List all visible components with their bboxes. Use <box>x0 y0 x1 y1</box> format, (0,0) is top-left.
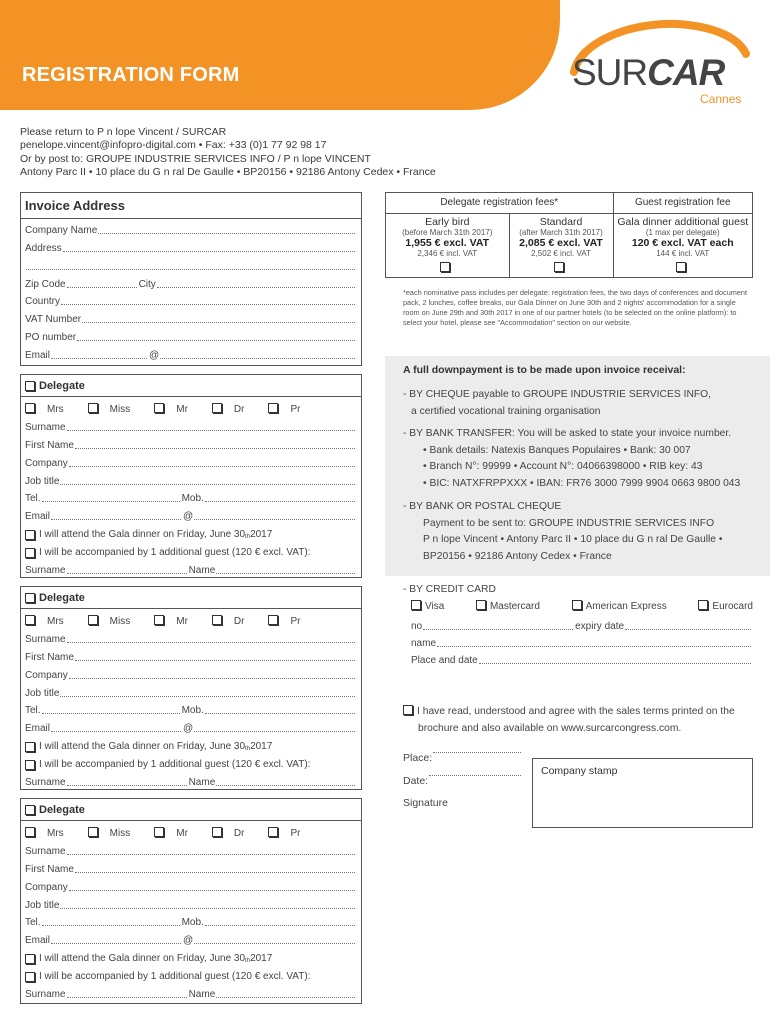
guest-option[interactable] <box>21 755 361 773</box>
guest-fee-heading: Guest registration fee <box>613 193 752 213</box>
field-label: Surname <box>25 777 66 789</box>
gala-dinner-option[interactable] <box>21 949 361 967</box>
at-sign: @ <box>183 723 194 735</box>
card-mastercard[interactable] <box>476 600 540 612</box>
cheque-option <box>403 387 711 420</box>
return-line: Or by post to: GROUPE INDUSTRIE SERVICES INFO / P n lope VINCENT <box>20 152 371 165</box>
surname-field[interactable] <box>21 630 361 648</box>
option-label: I will be accompanied by 1 additional guest (120 € excl. VAT): <box>39 971 311 983</box>
title-mrs[interactable] <box>25 615 76 627</box>
at-sign: @ <box>149 350 160 362</box>
signature-label: Signature <box>403 797 448 809</box>
fee-note: (after March 31th 2017) <box>519 227 603 237</box>
company-field[interactable] <box>21 454 361 472</box>
option-label: I will be accompanied by 1 additional guest (120 € excl. VAT): <box>39 547 311 559</box>
invoice-address-section <box>20 192 362 366</box>
title-label: Mr <box>176 404 188 415</box>
field-label: Company <box>25 457 68 469</box>
checkbox-icon[interactable] <box>25 381 35 391</box>
first-name-field[interactable] <box>21 648 361 666</box>
delegate-heading[interactable] <box>21 587 361 609</box>
fee-incl: 2,346 € incl. VAT <box>417 248 478 258</box>
option-label: 2017 <box>250 529 273 541</box>
checkbox-icon[interactable] <box>212 827 222 837</box>
fee-amount: 2,085 € excl. VAT <box>519 236 603 249</box>
tel-mob-field[interactable] <box>21 702 361 720</box>
delegate-email-field[interactable] <box>21 719 361 737</box>
field-label: Name <box>188 565 216 577</box>
guest-option[interactable] <box>21 543 361 561</box>
card-label: Mastercard <box>489 601 540 612</box>
field-label: Surname <box>25 845 66 857</box>
checkbox-icon[interactable] <box>25 548 35 558</box>
card-label: Visa <box>425 601 445 612</box>
field-label: First Name <box>25 651 74 663</box>
field-label: Mob. <box>181 705 204 717</box>
checkbox-icon[interactable] <box>154 403 164 413</box>
checkbox-icon[interactable] <box>25 742 35 752</box>
option-label: 2017 <box>250 953 273 965</box>
checkbox-icon[interactable] <box>572 600 582 610</box>
place-date-field[interactable] <box>407 651 757 669</box>
field-label: Mob. <box>181 493 204 505</box>
delegate-section-1 <box>20 374 362 578</box>
title-label: Mr <box>176 616 188 627</box>
title-dr[interactable] <box>212 615 257 627</box>
company-field[interactable] <box>21 878 361 896</box>
checkbox-icon[interactable] <box>88 403 98 413</box>
payment-line: - BY BANK TRANSFER: You will be asked to state your invoice number. <box>403 428 732 439</box>
terms-line: brochure and also available on www.surcarcongress.com. <box>418 722 682 734</box>
fees-footnote: *each nominative pass includes per delegate: registration fees, the two days of conferences and document pack, 2 lunches, coffee breaks, our Gala Dinner on June 30th and 2 nights' accommodation for a single room on June 29th and 30th 2017 in one of our partner hotels (to be selected on the online platform): to select your hotel, please see "Accommodation" section on our website. <box>403 288 747 327</box>
guest-name-field[interactable] <box>21 985 361 1003</box>
checkbox-icon[interactable] <box>698 600 708 610</box>
title-label: Mrs <box>47 616 64 627</box>
delegate-email-field[interactable] <box>21 931 361 949</box>
checkbox-icon[interactable] <box>88 827 98 837</box>
field-label: name <box>411 637 437 649</box>
field-label: Job title <box>25 899 60 911</box>
checkbox-icon[interactable] <box>25 530 35 540</box>
payment-line: - BY CHEQUE payable to GROUPE INDUSTRIE SERVICES INFO, <box>403 389 712 400</box>
title-pr[interactable] <box>268 403 312 415</box>
field-label: Email <box>25 511 51 523</box>
at-sign: @ <box>183 935 194 947</box>
field-label: Zip Code <box>25 278 66 290</box>
fee-amount: 1,955 € excl. VAT <box>405 236 490 249</box>
checkbox-icon[interactable] <box>25 760 35 770</box>
guest-option[interactable] <box>21 967 361 985</box>
logo-city: Cannes <box>700 92 742 106</box>
delegate-heading[interactable] <box>21 799 361 821</box>
fee-name: Early bird <box>425 215 470 228</box>
early-bird-cell <box>386 213 509 277</box>
card-eurocard[interactable] <box>698 600 753 612</box>
field-label: VAT Number <box>25 314 82 326</box>
checkbox-icon[interactable] <box>268 615 278 625</box>
checkbox-icon[interactable] <box>25 805 35 815</box>
checkbox-icon[interactable] <box>25 403 35 413</box>
first-name-field[interactable] <box>21 436 361 454</box>
invoice-email-field[interactable] <box>21 346 361 364</box>
title-pr[interactable] <box>268 827 312 839</box>
field-label: Date: <box>403 775 429 787</box>
field-label: Tel. <box>25 493 41 505</box>
logo-text: SURCAR <box>572 52 725 93</box>
title-label: Dr <box>233 828 245 839</box>
card-name-field[interactable] <box>407 634 757 652</box>
card-label: Eurocard <box>712 601 753 612</box>
payment-title: A full downpayment is to be made upon invoice receival: <box>403 364 686 376</box>
option-label: 2017 <box>250 741 273 753</box>
terms-line: I have read, understood and agree with the sales terms printed on the <box>417 706 735 717</box>
title-dr[interactable] <box>212 403 257 415</box>
field-label: Name <box>188 989 216 1001</box>
checkbox-icon[interactable] <box>88 615 98 625</box>
title-mr[interactable] <box>154 827 200 839</box>
checkbox-icon[interactable] <box>25 954 35 964</box>
title-label: Pr <box>290 616 301 627</box>
title-mr[interactable] <box>154 615 200 627</box>
address-field[interactable] <box>21 239 361 257</box>
company-stamp-box[interactable] <box>532 758 753 828</box>
fee-name: Standard <box>539 215 583 228</box>
payment-line: a certified vocational training organisation <box>411 405 601 417</box>
option-label: I will attend the Gala dinner on Friday, June 30 <box>39 953 246 965</box>
field-label: PO number <box>25 332 77 344</box>
card-number-field[interactable] <box>407 617 757 635</box>
field-label: First Name <box>25 863 74 875</box>
checkbox-icon[interactable] <box>154 615 164 625</box>
fee-incl: 144 € incl. VAT <box>656 248 710 258</box>
checkbox-icon[interactable] <box>268 403 278 413</box>
credit-card-heading: - BY CREDIT CARD <box>403 584 496 595</box>
title-mrs[interactable] <box>25 403 76 415</box>
title-label: Pr <box>290 828 301 839</box>
delegate-heading[interactable] <box>21 375 361 397</box>
address-field-2[interactable] <box>21 257 361 275</box>
title-label: Miss <box>109 616 131 627</box>
title-mr[interactable] <box>154 403 200 415</box>
at-sign: @ <box>183 511 194 523</box>
invoice-heading: Invoice Address <box>21 193 361 219</box>
field-label: Email <box>25 350 51 362</box>
superscript: th <box>245 534 251 541</box>
card-label: American Express <box>585 601 667 612</box>
checkbox-icon[interactable] <box>212 615 222 625</box>
title-label: Mr <box>176 828 188 839</box>
title-label: Miss <box>109 404 131 415</box>
guest-name-field[interactable] <box>21 561 361 579</box>
checkbox-icon[interactable] <box>212 403 222 413</box>
standard-cell <box>509 213 613 277</box>
country-field[interactable] <box>21 293 361 311</box>
field-label: Tel. <box>25 705 41 717</box>
checkbox-icon[interactable] <box>268 827 278 837</box>
return-instructions <box>20 126 436 180</box>
field-label: no <box>411 620 423 632</box>
company-field[interactable] <box>21 666 361 684</box>
payment-line: • Bank details: Natexis Banques Populaires • Bank: 30 007 <box>423 444 691 456</box>
option-label: I will attend the Gala dinner on Friday, June 30 <box>39 529 246 541</box>
field-label: Company <box>25 669 68 681</box>
terms-agreement[interactable] <box>403 704 735 737</box>
fee-note: (before March 31th 2017) <box>402 227 493 237</box>
tel-mob-field[interactable] <box>21 490 361 508</box>
fee-name: Gala dinner additional guest <box>617 215 749 228</box>
title-label: Pr <box>290 404 301 415</box>
guest-name-field[interactable] <box>21 773 361 791</box>
field-label: First Name <box>25 439 74 451</box>
date-field[interactable] <box>403 775 523 787</box>
title-dr[interactable] <box>212 827 257 839</box>
field-label: Surname <box>25 633 66 645</box>
fee-incl: 2,502 € incl. VAT <box>531 248 591 258</box>
title-miss[interactable] <box>88 403 143 415</box>
title-label: Dr <box>233 404 245 415</box>
zip-city-field[interactable] <box>21 275 361 293</box>
field-label: Mob. <box>181 917 204 929</box>
po-number-field[interactable] <box>21 328 361 346</box>
delegate-heading-label: Delegate <box>39 803 85 816</box>
field-label: Country <box>25 296 61 308</box>
checkbox-icon[interactable] <box>403 705 413 715</box>
payment-line: Payment to be sent to: GROUPE INDUSTRIE SERVICES INFO <box>423 517 715 529</box>
place-field[interactable] <box>403 752 523 764</box>
title-miss[interactable] <box>88 615 143 627</box>
job-title-field[interactable] <box>21 472 361 490</box>
field-label: Name <box>188 777 216 789</box>
card-visa[interactable] <box>411 600 444 612</box>
transfer-option <box>403 426 740 493</box>
surname-field[interactable] <box>21 842 361 860</box>
card-type-options <box>411 600 753 612</box>
return-line: penelope.vincent@infopro-digital.com • Fax: +33 (0)1 77 92 98 17 <box>20 139 327 152</box>
card-amex[interactable] <box>572 600 667 612</box>
checkbox-icon[interactable] <box>25 827 35 837</box>
field-label: City <box>138 278 156 290</box>
gala-dinner-option[interactable] <box>21 737 361 755</box>
field-label: Place: <box>403 752 433 764</box>
fee-note: (1 max per delegate) <box>645 227 720 237</box>
surname-field[interactable] <box>21 418 361 436</box>
title-label: Mrs <box>47 828 64 839</box>
postal-option <box>403 499 723 566</box>
company-name-field[interactable] <box>21 221 361 239</box>
field-label: Place and date <box>411 654 478 666</box>
option-label: I will attend the Gala dinner on Friday, June 30 <box>39 741 246 753</box>
field-label: Job title <box>25 687 60 699</box>
superscript: th <box>245 958 251 965</box>
title-label: Dr <box>233 616 245 627</box>
title-options <box>21 609 361 630</box>
title-mrs[interactable] <box>25 827 76 839</box>
title-miss[interactable] <box>88 827 143 839</box>
job-title-field[interactable] <box>21 684 361 702</box>
checkbox-icon[interactable] <box>25 593 35 603</box>
field-label: expiry date <box>575 620 625 632</box>
field-label: Tel. <box>25 917 41 929</box>
checkbox-icon[interactable] <box>25 615 35 625</box>
field-label: Email <box>25 935 51 947</box>
job-title-field[interactable] <box>21 896 361 914</box>
fee-amount: 120 € excl. VAT each <box>631 236 734 249</box>
title-options <box>21 821 361 842</box>
guest-checkbox[interactable] <box>676 262 686 272</box>
delegate-heading-label: Delegate <box>39 591 85 604</box>
vat-number-field[interactable] <box>21 310 361 328</box>
tel-mob-field[interactable] <box>21 914 361 932</box>
standard-checkbox[interactable] <box>554 262 564 272</box>
guest-cell <box>613 213 752 277</box>
title-label: Mrs <box>47 404 64 415</box>
payment-line: • Branch N°: 99999 • Account N°: 04066398000 • RIB key: 43 <box>423 461 703 473</box>
field-label: Email <box>25 723 51 735</box>
field-label: Address <box>25 242 62 254</box>
stamp-label: Company stamp <box>541 765 618 777</box>
field-label: Company <box>25 881 68 893</box>
delegate-section-2 <box>20 586 362 790</box>
superscript: th <box>245 746 251 753</box>
fees-table <box>385 192 753 278</box>
field-label: Surname <box>25 989 66 1001</box>
checkbox-icon[interactable] <box>476 600 486 610</box>
delegate-fees-heading: Delegate registration fees* <box>386 193 613 213</box>
field-label: Surname <box>25 421 66 433</box>
gala-dinner-option[interactable] <box>21 525 361 543</box>
field-label: Job title <box>25 475 60 487</box>
payment-line: BP20156 • 92186 Antony Cedex • France <box>423 551 612 563</box>
checkbox-icon[interactable] <box>154 827 164 837</box>
checkbox-icon[interactable] <box>25 972 35 982</box>
payment-line: - BY BANK OR POSTAL CHEQUE <box>403 501 562 512</box>
return-line: Antony Parc II • 10 place du G n ral De Gaulle • BP20156 • 92186 Antony Cedex • France <box>20 166 436 179</box>
title-options <box>21 397 361 418</box>
option-label: I will be accompanied by 1 additional guest (120 € excl. VAT): <box>39 759 311 771</box>
page-title: REGISTRATION FORM <box>22 64 240 86</box>
delegate-heading-label: Delegate <box>39 379 85 392</box>
first-name-field[interactable] <box>21 860 361 878</box>
return-line: Please return to P n lope Vincent / SURCAR <box>20 126 227 138</box>
field-label: Surname <box>25 565 66 577</box>
title-pr[interactable] <box>268 615 312 627</box>
field-label: Company Name <box>25 224 98 236</box>
payment-line: P n lope Vincent • Antony Parc II • 10 place du G n ral De Gaulle • <box>423 534 723 546</box>
title-label: Miss <box>109 828 131 839</box>
delegate-email-field[interactable] <box>21 507 361 525</box>
checkbox-icon[interactable] <box>411 600 421 610</box>
header-banner <box>0 0 560 110</box>
delegate-section-3 <box>20 798 362 1004</box>
payment-line: • BIC: NATXFRPPXXX • IBAN: FR76 3000 7999 9904 0663 9800 043 <box>423 478 741 490</box>
early-bird-checkbox[interactable] <box>440 262 450 272</box>
